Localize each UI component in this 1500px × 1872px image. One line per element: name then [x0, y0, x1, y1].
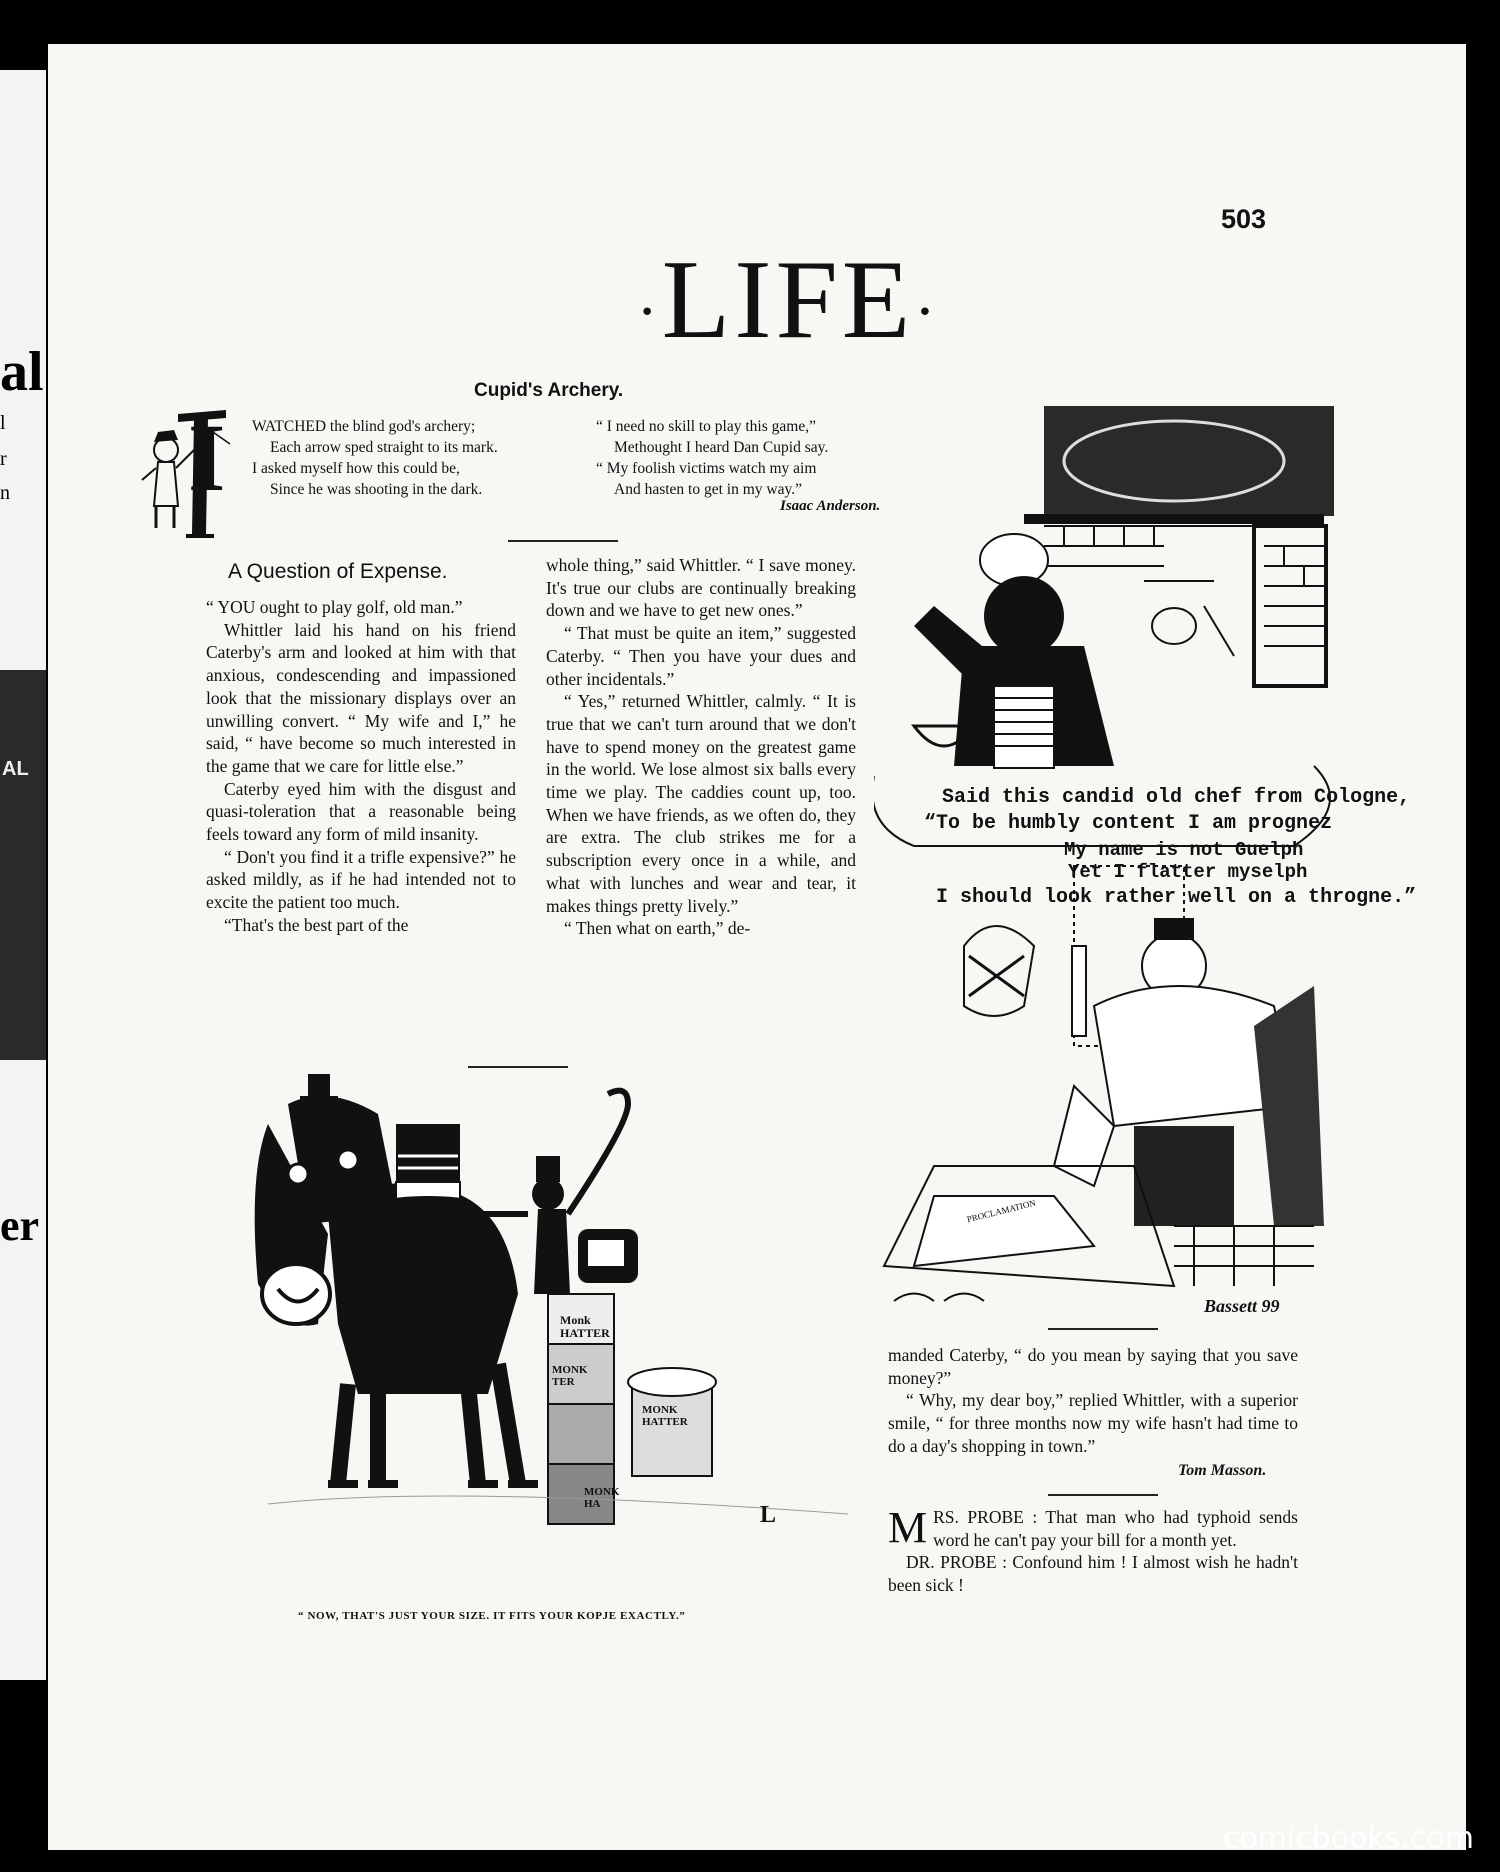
poem-left-stanza — [252, 416, 498, 500]
facing-fragment: er — [0, 1201, 40, 1250]
joke-line: DR. PROBE : Confound him ! I almost wish he hadn't been sick ! — [888, 1552, 1298, 1596]
camel-cartoon-drawing — [248, 1064, 868, 1544]
story-column-1 — [206, 596, 516, 937]
poem-line: And hasten to get in my way.” — [614, 481, 802, 498]
can-label: MONK HATTER — [642, 1404, 688, 1428]
story-paragraph: whole thing,” said Whittler. “ I save money. It's true our clubs are continually breaking down and we have to get new ones.” — [546, 555, 856, 621]
story-paragraph: Whittler laid his hand on his friend Caterby's arm and looked at him with that anxious, condescending and impassioned look that the missionary displays over an unwilling convert. “ My wife and I,” he said, “ have become so much interested in the game that we care for little else.” — [206, 619, 516, 776]
poem-author: Isaac Anderson. — [780, 498, 881, 514]
facing-fragment: r — [0, 448, 7, 470]
story-paragraph: Caterby eyed him with the disgust and quasi-toleration that a reasonable being feels toward any form of mild insanity. — [206, 778, 516, 845]
poem-right-stanza — [596, 416, 828, 500]
poem-drop-initial: I — [188, 404, 226, 511]
camel-cartoon — [248, 1064, 868, 1544]
can-label: Monk HATTER — [560, 1313, 610, 1340]
joke-line-text: RS. PROBE : That man who had typhoid sends word he can't pay your bill for a month yet. — [933, 1507, 1298, 1550]
probe-joke — [888, 1503, 1298, 1597]
chef-verse-line: Yet I flatter myselph — [1068, 861, 1308, 883]
camel-cartoon-caption: “ NOW, THAT'S JUST YOUR SIZE. IT FITS YOUR KOPJE EXACTLY.” — [298, 1610, 686, 1622]
chef-verse-line: I should look rather well on a throgne.” — [936, 886, 1417, 909]
facing-fragment: l — [0, 412, 6, 434]
chef-verse-line: “To be humbly content I am prognez — [924, 812, 1333, 835]
poem-line: Since he was shooting in the dark. — [270, 481, 483, 498]
magazine-page — [48, 44, 1466, 1850]
chef-cartoon-signature: Bassett 99 — [1204, 1296, 1280, 1316]
masthead: ·LIFE· — [636, 238, 940, 362]
poem-line: “ I need no skill to play this game,” — [596, 418, 816, 435]
masthead-title: LIFE — [661, 238, 915, 362]
joke-drop-initial: M — [888, 1503, 928, 1552]
chef-verse-line: My name is not Guelph — [1064, 839, 1304, 861]
chef-cartoon — [874, 406, 1417, 1326]
story-paragraph: “ Then what on earth,” de- — [564, 918, 751, 939]
joke-line — [888, 1503, 1298, 1552]
site-watermark: comicbooks.com — [1222, 1821, 1474, 1856]
poem-line: “ My foolish victims watch my aim — [596, 460, 817, 477]
facing-fragment: n — [0, 482, 10, 504]
poem-title: Cupid's Archery. — [474, 380, 624, 401]
story-paragraph: “ Yes,” returned Whittler, calmly. “ It is true that we can't turn around that we don't have to spend money on the greatest game in the world. We lose almost six balls every time we play. The caddies count up, too. When we have friends, as we often do, they are extra. The club strikes me for a subscription every once in a while, and what with lunches and wear and tear, it makes things pretty lively.” — [546, 691, 856, 916]
story-paragraph: “ Don't you find it a trifle expensive?” he asked mildly, as if he had intended not to excite the patient too much. — [206, 846, 516, 913]
story-paragraph: “That's the best part of the — [224, 914, 409, 935]
proclamation-label: PROCLAMATION — [965, 1197, 1037, 1225]
divider-rule — [1048, 1328, 1158, 1330]
poem-line: Each arrow sped straight to its mark. — [270, 439, 498, 456]
chef-verse-line: Said this candid old chef from Cologne, — [942, 786, 1411, 809]
story-paragraph: “ That must be quite an item,” suggested Caterby. “ Then you have your dues and other incidentals.” — [546, 623, 856, 689]
story-column-3 — [888, 1344, 1298, 1458]
poem-line: I asked myself how this could be, — [252, 460, 460, 477]
camel-cartoon-signature: L — [760, 1502, 777, 1528]
story-paragraph: manded Caterby, “ do you mean by saying that you save money?” — [888, 1345, 1298, 1388]
can-label: MONK HA — [584, 1486, 620, 1510]
story-author: Tom Masson. — [1178, 1462, 1267, 1479]
facing-page-strip — [0, 70, 46, 1680]
divider-rule — [1048, 1494, 1158, 1496]
poem-line: Methought I heard Dan Cupid say. — [614, 439, 829, 456]
facing-fragment: al — [0, 341, 44, 403]
story-paragraph: “ Why, my dear boy,” replied Whittler, with a superior smile, “ for three months now my wife hasn't had time to do a day's shopping in town.” — [888, 1390, 1298, 1456]
story-title: A Question of Expense. — [228, 560, 448, 583]
story-column-2 — [546, 554, 856, 940]
divider-rule — [508, 540, 618, 542]
facing-illustration: AL — [0, 670, 46, 1060]
poem-line: WATCHED the blind god's archery; — [252, 418, 476, 435]
page-number: 503 — [1220, 204, 1266, 234]
can-label: MONK TER — [552, 1364, 588, 1388]
story-paragraph: “ YOU ought to play golf, old man.” — [206, 597, 463, 617]
